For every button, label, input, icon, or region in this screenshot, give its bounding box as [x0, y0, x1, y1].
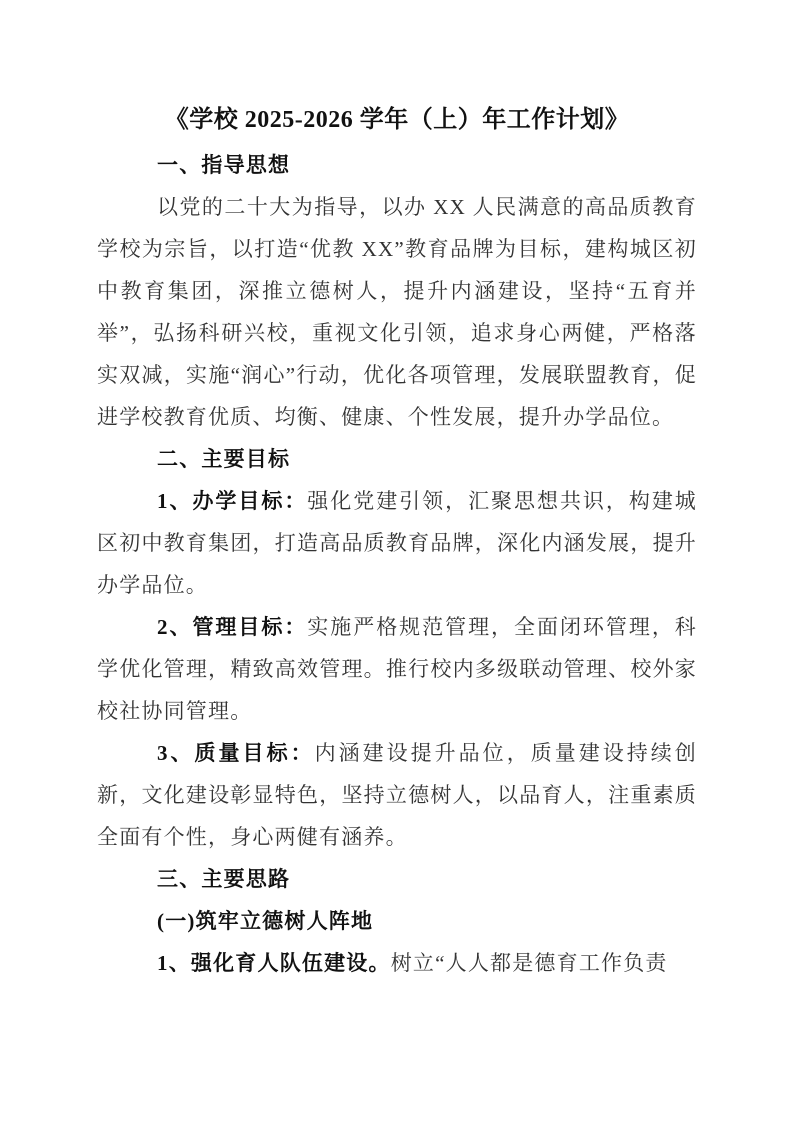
section-heading: 二、主要目标	[157, 447, 291, 471]
section-subheading: (一)筑牢立德树人阵地	[157, 909, 374, 933]
body-paragraph	[97, 606, 697, 732]
paragraph-text: 强化党建引领，汇聚思想共识，构建城区初中教育集团，打造高品质教育品牌，深化内涵发展，提升办学品位。	[97, 489, 697, 597]
body-paragraph	[97, 732, 697, 858]
body-paragraph	[97, 942, 697, 984]
document-blocks	[97, 144, 697, 984]
document-title: 《学校 2025-2026 学年（上）年工作计划》	[164, 107, 630, 133]
paragraph-text: 内涵建设提升品位，质量建设持续创新，文化建设彰显特色，坚持立德树人，以品育人，注重素质全面有个性，身心两健有涵养。	[97, 741, 697, 849]
paragraph-text: 以党的二十大为指导，以办 XX 人民满意的高品质教育学校为宗旨，以打造“优教 XX”教育品牌为目标，建构城区初中教育集团，深推立德树人，提升内涵建设，坚持“五育并举”，弘扬科研兴校，重视文化引领，追求身心两健，严格落实双减，实施“润心”行动，优化各项管理，发展联盟教育，促进学校教育优质、均衡、健康、个性发展，提升办学品位。	[97, 195, 697, 429]
section-heading: 三、主要思路	[157, 867, 291, 891]
section-heading: 一、指导思想	[157, 153, 291, 177]
paragraph-lead: 3、质量目标：	[157, 741, 315, 765]
paragraph-lead: 1、办学目标：	[157, 489, 308, 513]
paragraph-text: 实施严格规范管理，全面闭环管理，科学优化管理，精致高效管理。推行校内多级联动管理、校外家校社协同管理。	[97, 615, 697, 723]
body-paragraph	[97, 186, 697, 438]
paragraph-lead: 1、强化育人队伍建设。	[157, 951, 391, 975]
paragraph-text: 树立“人人都是德育工作负责	[390, 951, 668, 975]
body-paragraph	[97, 480, 697, 606]
paragraph-lead: 2、管理目标：	[157, 615, 308, 639]
